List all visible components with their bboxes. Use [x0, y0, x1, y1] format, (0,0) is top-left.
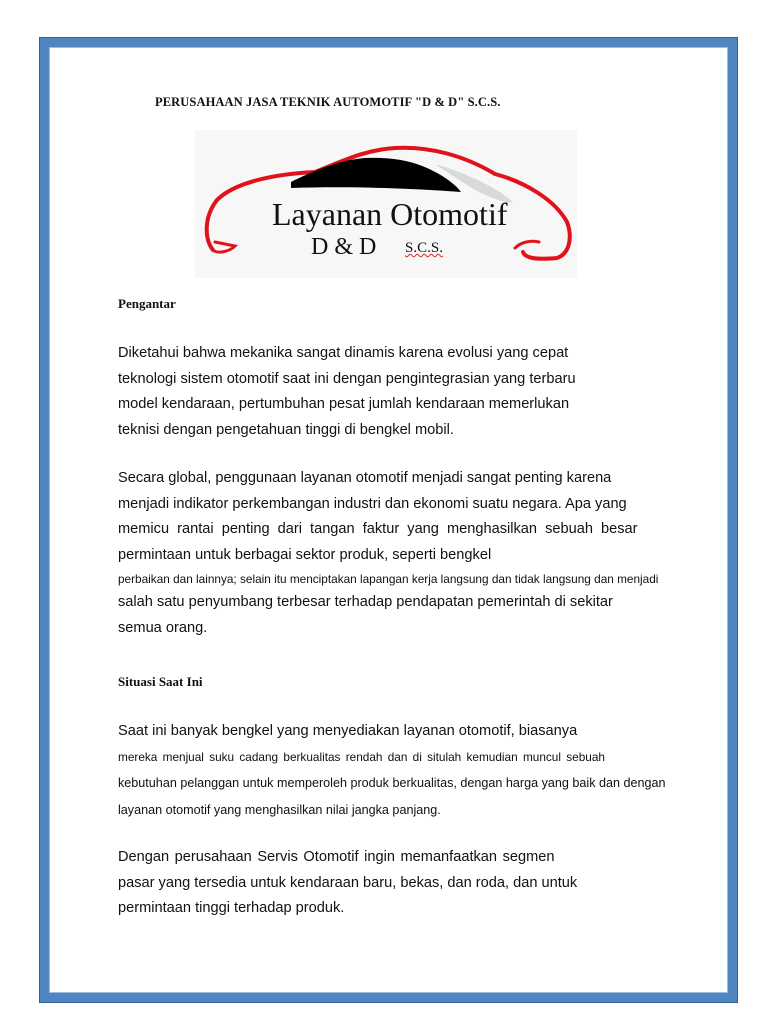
text-line: pasar yang tersedia untuk kendaraan baru, bekas, dan roda, dan untuk — [118, 874, 578, 891]
text-line: teknisi dengan pengetahuan tinggi di bengkel mobil. — [118, 421, 454, 438]
text-line: Secara global, penggunaan layanan otomotif menjadi sangat penting karena — [118, 470, 612, 486]
logo-text-layanan: Layanan Otomotif — [272, 196, 508, 232]
text-line: menjadi indikator perkembangan industri dan ekonomi suatu negara. Apa yang — [118, 495, 627, 512]
text-line: kebutuhan pelanggan untuk memperoleh produk berkualitas, dengan harga yang baik dan dengan — [118, 775, 666, 790]
section-heading-situasi: Situasi Saat Ini — [118, 674, 203, 689]
text-line: model kendaraan, pertumbuhan pesat jumlah kendaraan memerlukan — [118, 396, 570, 412]
paragraph-situasi — [118, 719, 666, 823]
paragraph-intro — [118, 341, 576, 443]
text-line: permintaan tinggi terhadap produk. — [118, 900, 345, 916]
section-heading-pengantar: Pengantar — [118, 296, 176, 311]
text-line: salah satu penyumbang terbesar terhadap pendapatan pemerintah di sekitar — [118, 594, 613, 610]
document-title: PERUSAHAAN JASA TEKNIK AUTOMOTIF "D & D" S.C.S. — [155, 95, 501, 109]
text-line: Diketahui bahwa mekanika sangat dinamis karena evolusi yang cepat — [118, 345, 569, 361]
text-line: Saat ini banyak bengkel yang menyediakan layanan otomotif, biasanya — [118, 723, 578, 739]
paragraph-perusahaan — [118, 845, 577, 922]
text-line: memicu rantai penting dari tangan faktur yang menghasilkan sebuah besar — [118, 521, 638, 537]
text-line: teknologi sistem otomotif saat ini dengan pengintegrasian yang terbaru — [118, 370, 576, 387]
text-line: permintaan untuk berbagai sektor produk, seperti bengkel — [118, 546, 492, 563]
text-line: layanan otomotif yang menghasilkan nilai jangka panjang. — [118, 802, 441, 817]
logo-text-scs: S.C.S. — [405, 240, 443, 256]
text-line: perbaikan dan lainnya; selain itu menciptakan lapangan kerja langsung dan tidak langsung dan menjadi — [118, 572, 659, 586]
text-line: semua orang. — [118, 619, 208, 636]
text-line: Dengan perusahaan Servis Otomotif ingin memanfaatkan segmen — [118, 849, 555, 865]
logo-text-dd: D & D — [311, 234, 377, 260]
text-line: mereka menjual suku cadang berkualitas rendah dan di situlah kemudian muncul sebuah — [118, 749, 605, 764]
paragraph-global — [118, 466, 658, 641]
